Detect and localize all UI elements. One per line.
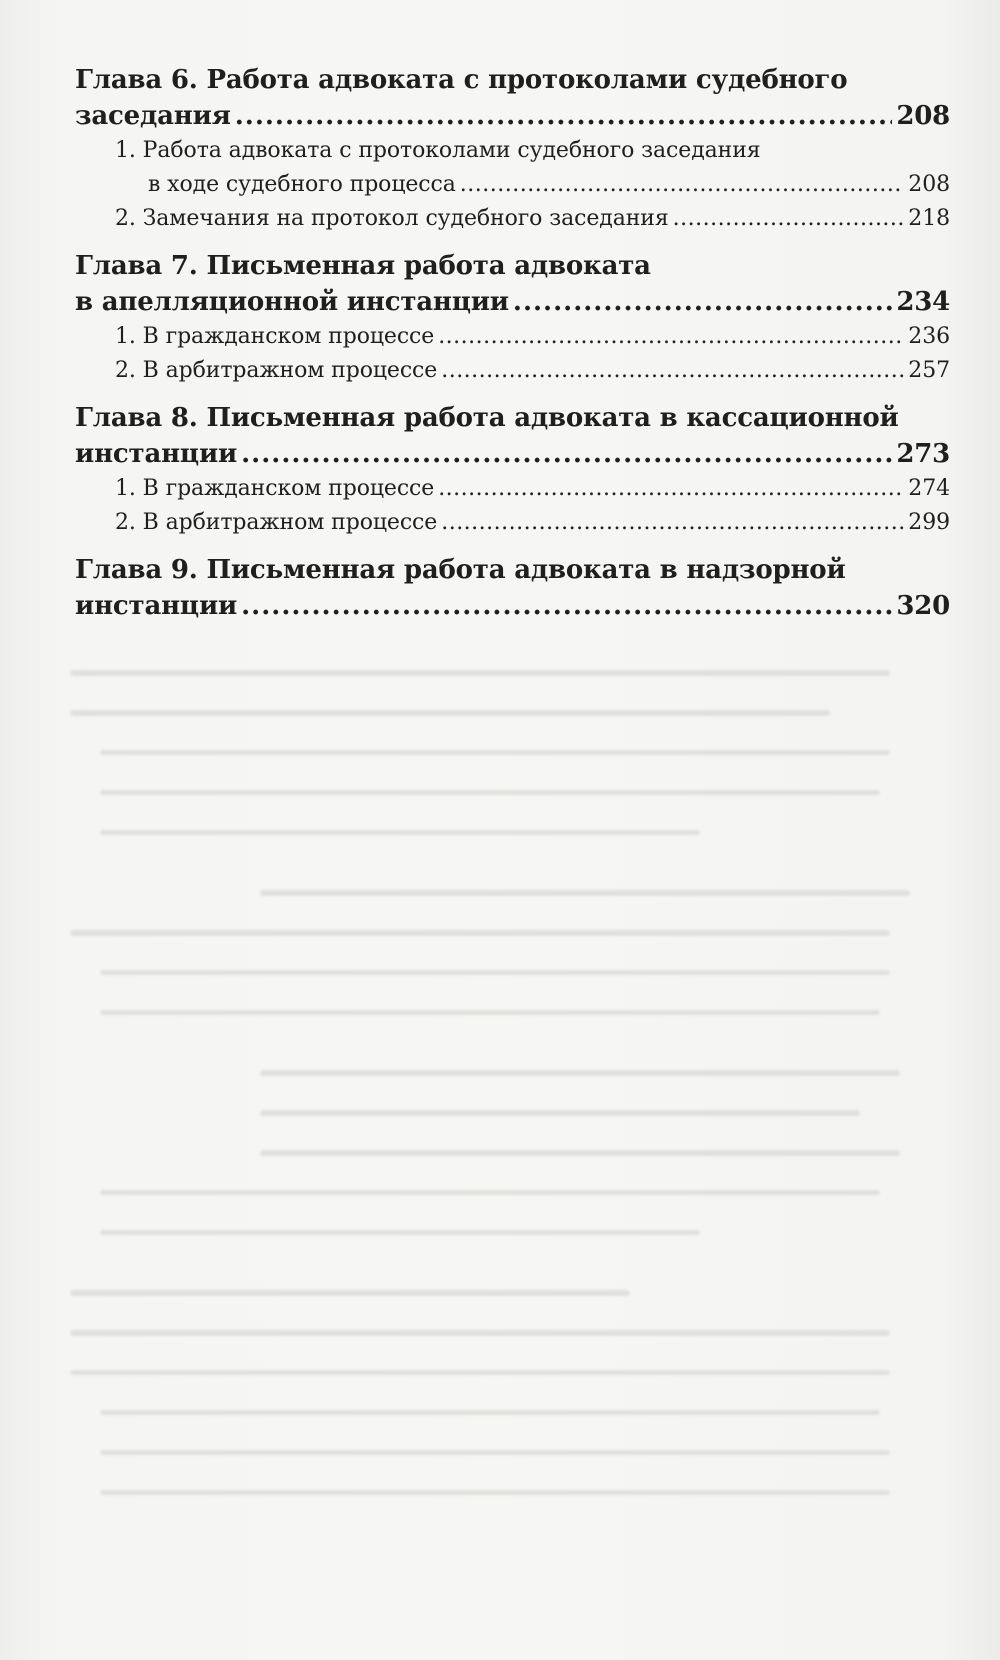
dot-leader bbox=[460, 168, 905, 202]
toc-chapter-9 bbox=[75, 552, 950, 624]
section-page-number: 236 bbox=[908, 324, 950, 349]
section-page-number: 257 bbox=[908, 358, 950, 383]
toc-chapter-7 bbox=[75, 248, 950, 388]
section-title-last-line bbox=[115, 168, 950, 202]
section-page-number: 208 bbox=[908, 172, 950, 197]
toc-section bbox=[115, 202, 950, 236]
chapter-title-last-line bbox=[75, 436, 950, 472]
section-title-line: в ходе судебного процесса bbox=[148, 172, 456, 197]
chapter-page-number: 273 bbox=[896, 439, 950, 469]
section-title-last-line bbox=[115, 472, 950, 506]
dot-leader bbox=[438, 472, 904, 506]
show-through-texture bbox=[60, 650, 940, 1550]
dot-leader bbox=[513, 284, 892, 320]
dot-leader bbox=[241, 436, 892, 472]
chapter-title-line: заседания bbox=[75, 101, 231, 131]
toc-section bbox=[115, 472, 950, 506]
dot-leader bbox=[438, 320, 904, 354]
chapter-title-line: Глава 9. Письменная работа адвоката в надзорной bbox=[75, 555, 846, 585]
section-title-last-line bbox=[115, 506, 950, 540]
chapter-title-line: в апелляционной инстанции bbox=[75, 287, 509, 317]
section-title-last-line bbox=[115, 354, 950, 388]
section-page-number: 274 bbox=[908, 476, 950, 501]
toc-section bbox=[115, 354, 950, 388]
dot-leader bbox=[673, 202, 905, 236]
section-title-line: 1. В гражданском процессе bbox=[115, 476, 435, 501]
section-title-last-line bbox=[115, 320, 950, 354]
dot-leader bbox=[241, 588, 892, 624]
chapter-page-number: 234 bbox=[896, 287, 950, 317]
chapter-title-line: Глава 7. Письменная работа адвоката bbox=[75, 251, 651, 281]
section-title-line: 2. Замечания на протокол судебного заседания bbox=[115, 206, 669, 231]
chapter-title-line: инстанции bbox=[75, 439, 238, 469]
table-of-contents bbox=[75, 62, 950, 636]
section-title-line: 2. В арбитражном процессе bbox=[115, 510, 438, 535]
section-page-number: 218 bbox=[908, 206, 950, 231]
toc-section bbox=[115, 506, 950, 540]
dot-leader bbox=[235, 98, 893, 134]
section-title-line: 2. В арбитражном процессе bbox=[115, 358, 438, 383]
toc-section bbox=[115, 134, 950, 202]
section-title-line: 1. В гражданском процессе bbox=[115, 324, 435, 349]
chapter-title-last-line bbox=[75, 284, 950, 320]
section-page-number: 299 bbox=[908, 510, 950, 535]
section-title-last-line bbox=[115, 202, 950, 236]
chapter-page-number: 320 bbox=[896, 591, 950, 621]
toc-chapter-6 bbox=[75, 62, 950, 236]
paper-show-through bbox=[60, 650, 940, 1550]
chapter-title-line: Глава 8. Письменная работа адвоката в кассационной bbox=[75, 403, 899, 433]
chapter-page-number: 208 bbox=[896, 101, 950, 131]
chapter-title-line: инстанции bbox=[75, 591, 238, 621]
dot-leader bbox=[441, 506, 904, 540]
chapter-title-line: Глава 6. Работа адвоката с протоколами судебного bbox=[75, 65, 848, 95]
dot-leader bbox=[441, 354, 904, 388]
chapter-title-last-line bbox=[75, 98, 950, 134]
chapter-title-last-line bbox=[75, 588, 950, 624]
toc-chapter-8 bbox=[75, 400, 950, 540]
section-title-line: 1. Работа адвоката с протоколами судебного заседания bbox=[115, 138, 761, 163]
toc-section bbox=[115, 320, 950, 354]
